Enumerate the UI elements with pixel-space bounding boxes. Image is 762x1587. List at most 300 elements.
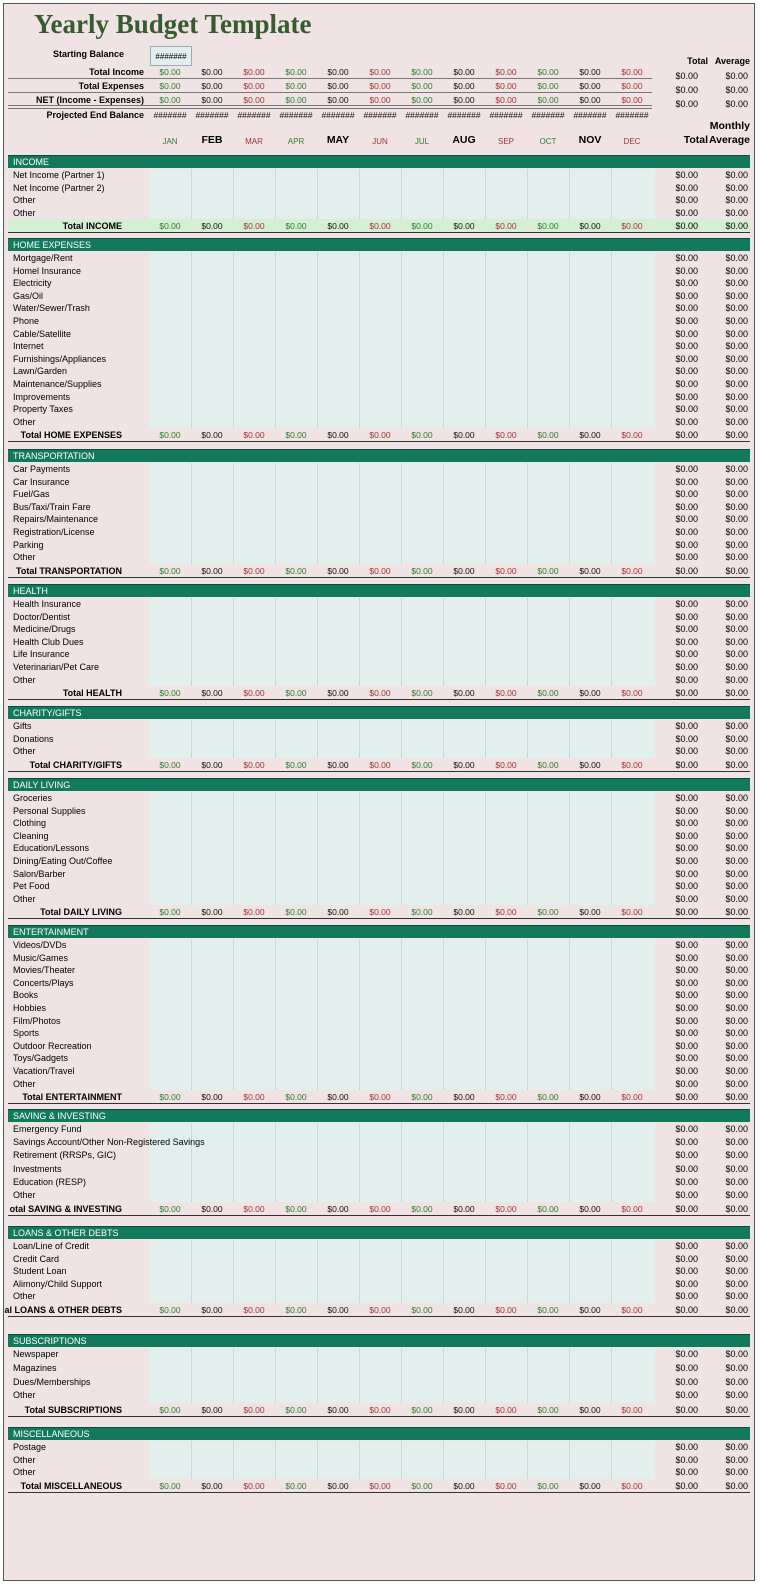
section-total-cell: $0.00 <box>495 1204 517 1215</box>
section-total-average: $0.00 <box>725 430 748 441</box>
budget-line-item[interactable] <box>8 353 750 366</box>
month-header-mar: MAR <box>245 137 263 146</box>
budget-line-item[interactable] <box>8 182 750 195</box>
budget-line-item[interactable] <box>8 1052 750 1065</box>
section-total-cell: $0.00 <box>369 1305 391 1315</box>
line-item-total: $0.00 <box>675 195 698 206</box>
line-item-name: Electricity <box>13 278 52 289</box>
line-item-total: $0.00 <box>675 527 698 537</box>
line-item-average: $0.00 <box>725 624 748 635</box>
section-total-cell: $0.00 <box>159 1480 181 1491</box>
line-item-average: $0.00 <box>725 1190 748 1200</box>
section-total-cell: $0.00 <box>411 221 433 232</box>
budget-line-item[interactable] <box>8 805 750 818</box>
summary-cell: $0.00 <box>243 67 265 77</box>
budget-line-item[interactable] <box>8 952 750 965</box>
line-item-average: $0.00 <box>725 1003 748 1013</box>
budget-line-item[interactable] <box>8 252 750 265</box>
line-item-total: $0.00 <box>675 721 698 731</box>
month-header-apr: APR <box>287 137 305 146</box>
budget-line-item[interactable] <box>8 315 750 328</box>
budget-line-item[interactable] <box>8 277 750 290</box>
budget-line-item[interactable] <box>8 1265 750 1278</box>
section-total-cell: $0.00 <box>537 1480 559 1491</box>
line-item-total: $0.00 <box>675 552 698 563</box>
budget-line-item[interactable] <box>8 661 750 674</box>
summary-cell: $0.00 <box>411 67 433 77</box>
budget-line-item[interactable] <box>8 1389 750 1403</box>
projected-cell: ####### <box>489 110 523 120</box>
budget-line-item[interactable] <box>8 290 750 303</box>
section-total-cell: $0.00 <box>369 907 391 918</box>
line-item-average: $0.00 <box>725 952 748 963</box>
section-total-cell: $0.00 <box>285 1405 307 1416</box>
section-total-cell: $0.00 <box>201 1305 223 1315</box>
section-total-cell: $0.00 <box>201 221 223 232</box>
budget-line-item[interactable] <box>8 302 750 315</box>
section-total-cell: $0.00 <box>621 565 643 576</box>
section-header-saving-investing: SAVING & INVESTING <box>8 1109 750 1122</box>
section-total-average: $0.00 <box>725 907 748 918</box>
line-item-total: $0.00 <box>675 1467 698 1478</box>
budget-line-item[interactable] <box>8 551 750 564</box>
line-item-average: $0.00 <box>725 1241 748 1251</box>
section-total-cell: $0.00 <box>243 1092 265 1103</box>
section-total-cell: $0.00 <box>285 1305 307 1315</box>
line-item-total: $0.00 <box>675 303 698 314</box>
line-item-name: Donations <box>13 733 54 744</box>
section-total-cell: $0.00 <box>495 1405 517 1416</box>
section-total-cell: $0.00 <box>201 1204 223 1215</box>
section-total-sum: $0.00 <box>675 221 698 232</box>
summary-cell: $0.00 <box>453 81 475 91</box>
month-header-oct: OCT <box>539 137 557 146</box>
section-total-average: $0.00 <box>725 1480 748 1491</box>
summary-cell: $0.00 <box>159 95 181 105</box>
budget-line-item[interactable] <box>8 1253 750 1266</box>
section-total-cell: $0.00 <box>159 759 181 770</box>
budget-line-item[interactable] <box>8 893 750 906</box>
budget-line-item[interactable] <box>8 1040 750 1053</box>
section-total-label: Total INCOME <box>62 221 122 232</box>
line-item-average: $0.00 <box>725 253 748 263</box>
section-total-cell: $0.00 <box>243 1305 265 1315</box>
budget-line-item[interactable] <box>8 539 750 552</box>
line-item-average: $0.00 <box>725 391 748 402</box>
section-total-row <box>8 428 750 442</box>
section-total-cell: $0.00 <box>411 907 433 918</box>
budget-line-item[interactable] <box>8 989 750 1002</box>
line-item-name: Concerts/Plays <box>13 977 74 988</box>
line-item-name: Other <box>13 1467 36 1478</box>
line-item-total: $0.00 <box>675 476 698 487</box>
summary-cell: $0.00 <box>327 67 349 77</box>
line-item-name: Alimony/Child Support <box>13 1278 103 1289</box>
line-item-name: Emergency Fund <box>13 1124 82 1134</box>
budget-line-item[interactable] <box>8 817 750 830</box>
budget-line-item[interactable] <box>8 964 750 977</box>
line-item-average: $0.00 <box>725 1278 748 1289</box>
section-total-cell: $0.00 <box>327 1092 349 1103</box>
budget-line-item[interactable] <box>8 1441 750 1454</box>
budget-line-item[interactable] <box>8 868 750 881</box>
month-header-jan: JAN <box>162 137 178 146</box>
section-total-cell: $0.00 <box>327 221 349 232</box>
line-item-average: $0.00 <box>725 195 748 206</box>
line-item-total: $0.00 <box>675 253 698 263</box>
line-item-total: $0.00 <box>675 793 698 803</box>
summary-row-total: $0.00 <box>675 71 698 81</box>
summary-cell: $0.00 <box>579 95 601 105</box>
projected-cell: ####### <box>237 110 271 120</box>
line-item-name: Health Insurance <box>13 599 82 609</box>
line-item-total: $0.00 <box>675 649 698 660</box>
budget-line-item[interactable] <box>8 328 750 341</box>
summary-divider <box>8 92 652 93</box>
summary-cell: $0.00 <box>495 67 517 77</box>
line-item-average: $0.00 <box>725 1053 748 1064</box>
section-total-cell: $0.00 <box>579 430 601 441</box>
line-item-total: $0.00 <box>675 977 698 988</box>
line-item-name: Lawn/Garden <box>13 366 68 377</box>
line-item-total: $0.00 <box>675 599 698 609</box>
budget-line-item[interactable] <box>8 939 750 952</box>
line-item-name: Credit Card <box>13 1253 60 1264</box>
section-total-average: $0.00 <box>725 1305 748 1315</box>
line-item-average: $0.00 <box>725 1015 748 1026</box>
section-header-loans-other-debts: LOANS & OTHER DEBTS <box>8 1226 750 1239</box>
budget-line-item[interactable] <box>8 476 750 489</box>
line-item-name: Outdoor Recreation <box>13 1040 92 1051</box>
section-total-cell: $0.00 <box>159 1092 181 1103</box>
summary-total-header: Total <box>687 56 708 66</box>
line-item-name: Newspaper <box>13 1349 59 1359</box>
col-monthly-header: Monthly <box>709 120 750 132</box>
budget-line-item[interactable] <box>8 463 750 476</box>
budget-line-item[interactable] <box>8 1189 750 1202</box>
starting-balance-label: Starting Balance <box>52 49 124 59</box>
summary-cell: $0.00 <box>537 81 559 91</box>
section-total-sum: $0.00 <box>675 1480 698 1491</box>
line-item-total: $0.00 <box>675 1349 698 1359</box>
section-total-cell: $0.00 <box>327 565 349 576</box>
line-item-average: $0.00 <box>725 1454 748 1465</box>
line-item-name: Other <box>13 893 36 904</box>
line-item-total: $0.00 <box>675 1003 698 1013</box>
month-header-dec: DEC <box>623 137 641 146</box>
line-item-name: Film/Photos <box>13 1015 61 1026</box>
summary-cell: $0.00 <box>369 81 391 91</box>
section-total-cell: $0.00 <box>243 430 265 441</box>
budget-line-item[interactable] <box>8 488 750 501</box>
budget-line-item[interactable] <box>8 1454 750 1467</box>
budget-line-item[interactable] <box>8 1348 750 1362</box>
line-item-total: $0.00 <box>675 893 698 904</box>
budget-line-item[interactable] <box>8 1065 750 1078</box>
summary-cell: $0.00 <box>495 81 517 91</box>
line-item-total: $0.00 <box>675 265 698 276</box>
section-total-label: Total MISCELLANEOUS <box>20 1480 122 1491</box>
section-total-label: Total CHARITY/GIFTS <box>29 759 122 770</box>
line-item-total: $0.00 <box>675 674 698 685</box>
section-total-row <box>8 758 750 772</box>
section-total-cell: $0.00 <box>285 221 307 232</box>
budget-line-item[interactable] <box>8 623 750 636</box>
section-total-row <box>8 1202 750 1216</box>
budget-line-item[interactable] <box>8 842 750 855</box>
section-total-cell: $0.00 <box>285 759 307 770</box>
line-item-total: $0.00 <box>675 1376 698 1387</box>
line-item-average: $0.00 <box>725 489 748 500</box>
section-total-cell: $0.00 <box>327 907 349 918</box>
line-item-name: Gifts <box>13 721 32 731</box>
budget-line-item[interactable] <box>8 1176 750 1189</box>
section-total-cell: $0.00 <box>411 1204 433 1215</box>
projected-cell: ####### <box>531 110 565 120</box>
section-total-cell: $0.00 <box>495 221 517 232</box>
line-item-average: $0.00 <box>725 353 748 364</box>
summary-cell: $0.00 <box>201 81 223 91</box>
line-item-name: Life Insurance <box>13 649 70 660</box>
line-item-total: $0.00 <box>675 501 698 512</box>
summary-cell: $0.00 <box>495 95 517 105</box>
section-total-cell: $0.00 <box>243 1204 265 1215</box>
section-total-cell: $0.00 <box>621 1305 643 1315</box>
summary-divider <box>8 108 652 109</box>
section-total-cell: $0.00 <box>243 688 265 699</box>
section-header-health: HEALTH <box>8 584 750 597</box>
line-item-average: $0.00 <box>725 303 748 314</box>
section-total-row <box>8 905 750 919</box>
summary-cell: $0.00 <box>537 67 559 77</box>
summary-cell: $0.00 <box>201 67 223 77</box>
line-item-average: $0.00 <box>725 341 748 352</box>
month-header-nov: NOV <box>578 134 602 146</box>
section-total-average: $0.00 <box>725 688 748 699</box>
budget-line-item[interactable] <box>8 207 750 220</box>
line-item-name: Toys/Gadgets <box>13 1053 69 1064</box>
budget-line-item[interactable] <box>8 526 750 539</box>
section-total-cell: $0.00 <box>537 1204 559 1215</box>
line-item-total: $0.00 <box>675 1150 698 1161</box>
section-total-cell: $0.00 <box>243 907 265 918</box>
budget-line-item[interactable] <box>8 1362 750 1376</box>
budget-line-item[interactable] <box>8 880 750 893</box>
budget-line-item[interactable] <box>8 365 750 378</box>
budget-line-item[interactable] <box>8 1163 750 1176</box>
summary-row-label: Total Expenses <box>78 81 144 91</box>
line-item-average: $0.00 <box>725 674 748 685</box>
budget-line-item[interactable] <box>8 977 750 990</box>
section-total-row <box>8 564 750 578</box>
section-total-cell: $0.00 <box>621 430 643 441</box>
budget-line-item[interactable] <box>8 1015 750 1028</box>
budget-line-item[interactable] <box>8 792 750 805</box>
budget-line-item[interactable] <box>8 169 750 182</box>
budget-line-item[interactable] <box>8 745 750 758</box>
section-total-cell: $0.00 <box>453 565 475 576</box>
section-total-label: Total HEALTH <box>62 688 122 699</box>
budget-line-item[interactable] <box>8 265 750 278</box>
line-item-total: $0.00 <box>675 1454 698 1465</box>
budget-line-item[interactable] <box>8 1466 750 1479</box>
line-item-total: $0.00 <box>675 379 698 389</box>
section-total-cell: $0.00 <box>537 430 559 441</box>
line-item-name: Medicine/Drugs <box>13 624 76 635</box>
line-item-name: Homel Insurance <box>13 265 82 276</box>
budget-line-item[interactable] <box>8 403 750 416</box>
section-total-cell: $0.00 <box>621 1092 643 1103</box>
budget-line-item[interactable] <box>8 674 750 687</box>
line-item-total: $0.00 <box>675 170 698 180</box>
line-item-name: Gas/Oil <box>13 290 44 301</box>
month-header-sep: SEP <box>497 137 514 146</box>
line-item-name: Cleaning <box>13 830 49 841</box>
section-total-cell: $0.00 <box>369 759 391 770</box>
section-total-average: $0.00 <box>725 1405 748 1416</box>
line-item-total: $0.00 <box>675 1137 698 1148</box>
section-total-cell: $0.00 <box>411 430 433 441</box>
summary-row-average: $0.00 <box>725 99 748 109</box>
section-total-cell: $0.00 <box>159 430 181 441</box>
budget-line-item[interactable] <box>8 1278 750 1291</box>
budget-line-item[interactable] <box>8 513 750 526</box>
line-item-name: Student Loan <box>13 1266 67 1277</box>
budget-line-item[interactable] <box>8 1027 750 1040</box>
line-item-average: $0.00 <box>725 636 748 647</box>
line-item-total: $0.00 <box>675 404 698 415</box>
section-total-cell: $0.00 <box>579 1305 601 1315</box>
line-item-total: $0.00 <box>675 746 698 757</box>
line-item-average: $0.00 <box>725 416 748 427</box>
section-total-cell: $0.00 <box>495 1305 517 1315</box>
line-item-total: $0.00 <box>675 328 698 339</box>
budget-line-item[interactable] <box>8 1149 750 1162</box>
projected-cell: ####### <box>573 110 607 120</box>
summary-cell: $0.00 <box>285 67 307 77</box>
section-total-cell: $0.00 <box>453 1204 475 1215</box>
line-item-total: $0.00 <box>675 940 698 950</box>
line-item-total: $0.00 <box>675 830 698 841</box>
budget-line-item[interactable] <box>8 648 750 661</box>
budget-line-item[interactable] <box>8 1123 750 1136</box>
line-item-name: Postage <box>13 1442 47 1452</box>
line-item-average: $0.00 <box>725 1176 748 1187</box>
budget-line-item[interactable] <box>8 598 750 611</box>
budget-line-item[interactable] <box>8 378 750 391</box>
section-total-cell: $0.00 <box>243 1480 265 1491</box>
line-item-average: $0.00 <box>725 265 748 276</box>
line-item-total: $0.00 <box>675 1053 698 1064</box>
section-total-cell: $0.00 <box>411 1480 433 1491</box>
section-total-cell: $0.00 <box>537 1405 559 1416</box>
budget-line-item[interactable] <box>8 194 750 207</box>
summary-cell: $0.00 <box>159 81 181 91</box>
section-total-cell: $0.00 <box>159 221 181 232</box>
line-item-average: $0.00 <box>725 527 748 537</box>
line-item-name: Parking <box>13 539 44 550</box>
line-item-average: $0.00 <box>725 856 748 866</box>
line-item-name: Other <box>13 746 36 757</box>
section-total-cell: $0.00 <box>159 1305 181 1315</box>
budget-line-item[interactable] <box>8 733 750 746</box>
section-total-cell: $0.00 <box>453 907 475 918</box>
line-item-name: Vacation/Travel <box>13 1066 75 1076</box>
section-total-cell: $0.00 <box>621 759 643 770</box>
section-total-cell: $0.00 <box>453 1405 475 1416</box>
line-item-name: Water/Sewer/Trash <box>13 303 90 314</box>
budget-line-item[interactable] <box>8 830 750 843</box>
line-item-average: $0.00 <box>725 818 748 829</box>
line-item-total: $0.00 <box>675 416 698 427</box>
section-total-cell: $0.00 <box>495 759 517 770</box>
line-item-average: $0.00 <box>725 1040 748 1051</box>
summary-row-total: $0.00 <box>675 99 698 109</box>
line-item-name: Pet Food <box>13 881 50 892</box>
section-total-cell: $0.00 <box>243 759 265 770</box>
section-total-row <box>8 219 750 233</box>
line-item-average: $0.00 <box>725 868 748 879</box>
budget-line-item[interactable] <box>8 720 750 733</box>
budget-line-item[interactable] <box>8 340 750 353</box>
line-item-average: $0.00 <box>725 830 748 841</box>
line-item-name: Videos/DVDs <box>13 940 67 950</box>
budget-line-item[interactable] <box>8 1136 750 1149</box>
budget-line-item[interactable] <box>8 1290 750 1303</box>
line-item-name: Groceries <box>13 793 53 803</box>
section-total-cell: $0.00 <box>285 565 307 576</box>
line-item-total: $0.00 <box>675 733 698 744</box>
budget-line-item[interactable] <box>8 611 750 624</box>
line-item-name: Other <box>13 1291 36 1302</box>
section-total-cell: $0.00 <box>369 1480 391 1491</box>
line-item-total: $0.00 <box>675 1253 698 1264</box>
section-total-cell: $0.00 <box>243 565 265 576</box>
line-item-name: Other <box>13 195 36 206</box>
starting-balance-input[interactable]: ####### <box>150 46 192 66</box>
budget-line-item[interactable] <box>8 1002 750 1015</box>
line-item-total: $0.00 <box>675 1028 698 1039</box>
budget-line-item[interactable] <box>8 391 750 404</box>
section-total-cell: $0.00 <box>201 1405 223 1416</box>
line-item-average: $0.00 <box>725 1390 748 1401</box>
line-item-name: Hobbies <box>13 1003 47 1013</box>
budget-line-item[interactable] <box>8 1376 750 1390</box>
line-item-total: $0.00 <box>675 464 698 474</box>
line-item-name: Doctor/Dentist <box>13 611 71 622</box>
section-total-sum: $0.00 <box>675 565 698 576</box>
line-item-total: $0.00 <box>675 868 698 879</box>
section-total-cell: $0.00 <box>411 1092 433 1103</box>
section-total-cell: $0.00 <box>159 1204 181 1215</box>
budget-line-item[interactable] <box>8 855 750 868</box>
line-item-name: Savings Account/Other Non-Registered Savings <box>13 1137 205 1148</box>
line-item-average: $0.00 <box>725 1078 748 1089</box>
section-header-transportation: TRANSPORTATION <box>8 449 750 462</box>
budget-line-item[interactable] <box>8 1078 750 1091</box>
budget-line-item[interactable] <box>8 1240 750 1253</box>
line-item-name: Loan/Line of Credit <box>13 1241 90 1251</box>
line-item-average: $0.00 <box>725 662 748 672</box>
section-total-cell: $0.00 <box>411 688 433 699</box>
section-total-sum: $0.00 <box>675 688 698 699</box>
budget-line-item[interactable] <box>8 501 750 514</box>
budget-line-item[interactable] <box>8 416 750 429</box>
line-item-name: Dues/Memberships <box>13 1376 91 1387</box>
budget-line-item[interactable] <box>8 636 750 649</box>
section-total-cell: $0.00 <box>201 430 223 441</box>
section-total-cell: $0.00 <box>537 907 559 918</box>
